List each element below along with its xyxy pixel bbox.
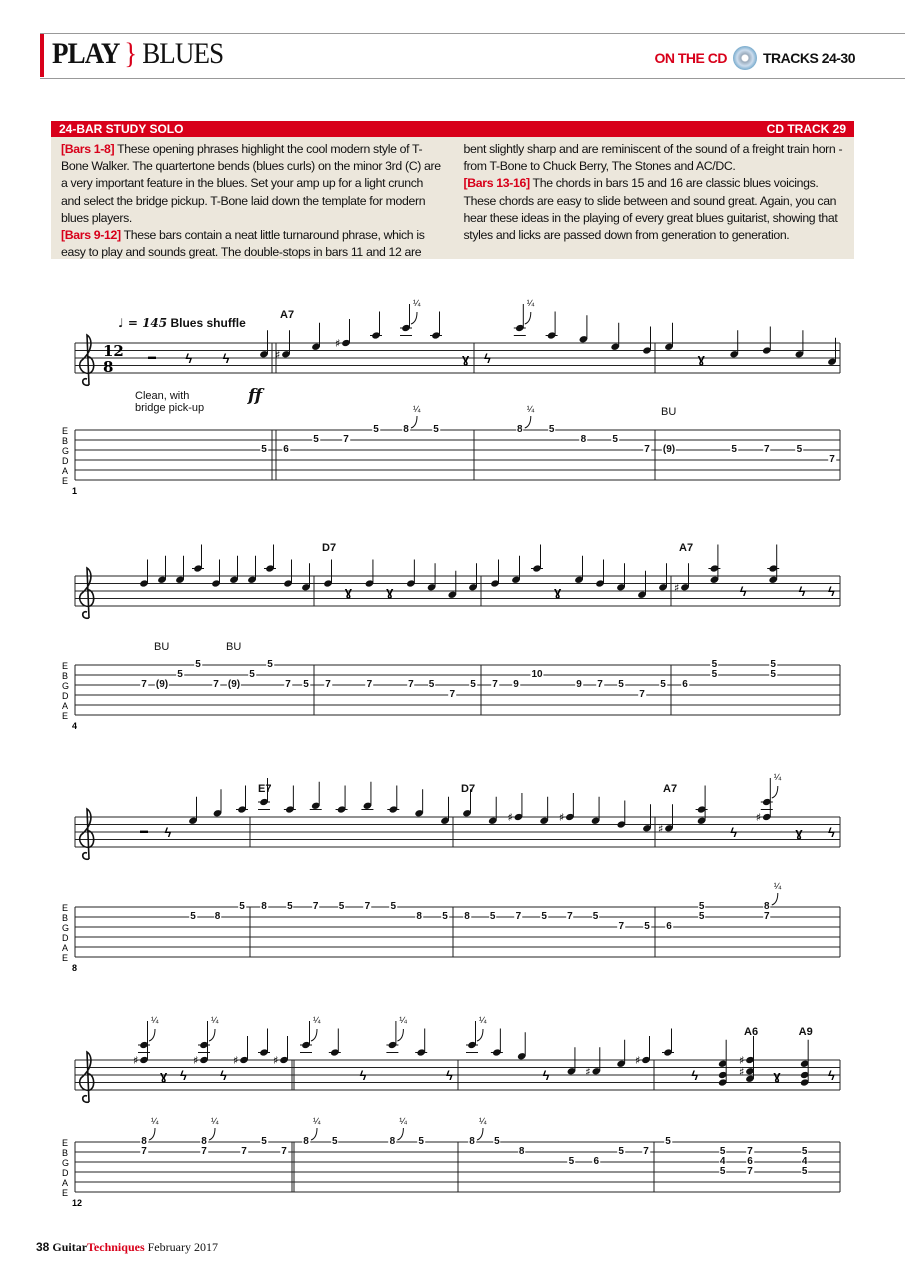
tab-fret-number: 7 (201, 1146, 207, 1157)
rest-icon: ɣ (773, 1068, 781, 1083)
bend-up-label: BU (661, 406, 677, 418)
tab-fret-number: 9 (513, 679, 519, 690)
sharp-icon: ♯ (507, 811, 513, 824)
bend-amount: ¼ (479, 1015, 487, 1025)
tab-string-label: E (62, 903, 69, 913)
tab-fret-number: 5 (489, 911, 496, 922)
tab-string-label: A (62, 466, 69, 476)
tab-fret-number: 5 (338, 901, 345, 912)
tab-fret-number: 5 (698, 901, 705, 912)
sharp-icon: ♯ (335, 337, 341, 350)
tab-fret-number: 8 (464, 911, 470, 922)
tab-fret-number: 8 (389, 1136, 396, 1147)
tracks-label: TRACKS 24-30 (762, 50, 855, 66)
rest-icon: ϟ (739, 584, 747, 599)
time-signature-bottom: 8 (103, 358, 114, 376)
tab-fret-number: 5 (541, 911, 547, 922)
chord-symbol: A6 (744, 1026, 759, 1038)
tab-string-label: A (62, 1178, 69, 1188)
separator: } (124, 37, 137, 70)
rest-icon: ɣ (795, 825, 803, 840)
sharp-icon: ♯ (275, 348, 281, 362)
tab-fret-number: 8 (518, 1146, 525, 1157)
tab-fret-number: 5 (796, 444, 803, 455)
bend-amount: ¼ (399, 1015, 407, 1025)
tab-fret-number: 7 (747, 1166, 753, 1177)
tab-bend-amount: ¼ (526, 404, 535, 414)
tab-fret-number: 7 (141, 1146, 147, 1157)
magazine-name (52, 1240, 144, 1254)
tab-fret-number: 5 (442, 911, 448, 922)
tab-fret-number: 5 (195, 659, 201, 670)
issue-date: February 2017 (147, 1240, 218, 1254)
tab-fret-number: 8 (517, 424, 523, 435)
bend-arrow-icon (149, 1029, 155, 1041)
tab-fret-number: 5 (303, 679, 309, 690)
tab-fret-number: 4 (801, 1156, 808, 1167)
tab-fret-number: 7 (241, 1146, 247, 1157)
tab-fret-number: 5 (770, 669, 776, 680)
box-title: 24-BAR STUDY SOLO (59, 122, 184, 136)
tab-fret-number: 4 (719, 1156, 726, 1167)
tab-fret-number: (9) (662, 444, 676, 455)
rest-icon: ϟ (185, 351, 193, 366)
tab-fret-number: 5 (313, 434, 319, 445)
tab-string-label: B (62, 671, 69, 681)
tab-fret-number: 8 (214, 911, 221, 922)
bend-up-label: BU (154, 641, 170, 653)
rest-icon: ϟ (542, 1068, 550, 1083)
tab-fret-number: 8 (580, 434, 587, 445)
tab-string-label: D (62, 1168, 69, 1178)
tab-fret-number: 7 (829, 454, 835, 465)
tab-string-label: A (62, 701, 69, 711)
tone-note-2: bridge pick-up (135, 402, 205, 414)
rest-icon: ϟ (164, 825, 172, 840)
tab-string-label: E (62, 1138, 69, 1148)
tab-fret-number: 7 (408, 679, 414, 690)
tab-fret-number: 6 (666, 921, 672, 932)
tab-fret-number: 5 (267, 659, 273, 670)
tab-fret-number: 5 (568, 1156, 575, 1167)
tab-fret-number: 9 (576, 679, 582, 690)
bend-amount: ¼ (151, 1015, 159, 1025)
tab-fret-number: 7 (644, 444, 650, 455)
tab-fret-number: 5 (719, 1166, 726, 1177)
tab-fret-number: 5 (719, 1146, 726, 1157)
tab-fret-number: 5 (261, 1136, 267, 1147)
tab-fret-number: 8 (303, 1136, 309, 1147)
tab-fret-number: 7 (639, 689, 645, 700)
bend-amount: ¼ (413, 298, 421, 308)
tab-fret-number: 6 (747, 1156, 753, 1167)
sharp-icon: ♯ (635, 1054, 641, 1067)
tab-fret-number: 7 (492, 679, 498, 690)
tab-string-label: E (62, 426, 69, 436)
rest-icon: ɣ (554, 584, 562, 599)
tab-fret-number: 8 (261, 901, 267, 912)
tab-fret-number: 8 (764, 901, 770, 912)
rest-icon: ϟ (730, 825, 738, 840)
tab-fret-number: 7 (281, 1146, 287, 1157)
tab-bend-arrow-icon (149, 1128, 155, 1140)
bend-arrow-icon (477, 1029, 483, 1041)
tab-string-label: B (62, 913, 69, 923)
tab-string-label: G (62, 681, 70, 691)
tab-string-label: E (62, 476, 69, 486)
tab-fret-number: 5 (644, 921, 650, 932)
rest-icon: ϟ (828, 1068, 835, 1083)
tab-fret-number: 7 (567, 911, 573, 922)
tab-fret-number: 8 (469, 1136, 475, 1147)
rest-icon: ▬ (140, 826, 148, 835)
sharp-icon: ♯ (585, 1065, 591, 1079)
tab-bend-arrow-icon (772, 893, 778, 905)
sharp-icon: ♯ (558, 811, 565, 824)
bend-arrow-icon (525, 312, 531, 324)
tab-fret-number: 7 (515, 911, 522, 922)
rest-icon: ϟ (484, 351, 491, 366)
tab-fret-number: 6 (593, 1156, 600, 1167)
tab-fret-number: 5 (332, 1136, 338, 1147)
bar-number: 1 (72, 486, 78, 496)
tab-fret-number: 5 (711, 669, 718, 680)
rest-icon: ▬ (148, 352, 156, 361)
on-cd-label: ON THE CD (654, 50, 727, 66)
tab-fret-number: 5 (373, 424, 379, 435)
paragraph-text: These bars contain a neat little turnaround phrase, which is easy to play and sounds great. The double-stops in bars 11 and 12 are (61, 228, 425, 260)
tab-fret-number: 7 (597, 679, 603, 690)
tab-string-label: E (62, 711, 69, 721)
tab-string-label: B (62, 1148, 69, 1158)
tone-note: Clean, with (135, 390, 190, 402)
bend-up-label: BU (226, 641, 242, 653)
rest-icon: ɣ (344, 584, 352, 599)
tab-string-label: E (62, 1188, 69, 1198)
sharp-icon: ♯ (133, 1054, 139, 1067)
tab-fret-number: 7 (366, 679, 373, 690)
topic-label: BLUES (142, 37, 224, 70)
rest-icon: ɣ (160, 1068, 168, 1083)
bar-number: 12 (72, 1198, 83, 1208)
tab-fret-number: 5 (249, 669, 255, 680)
paragraph-text: These opening phrases highlight the cool modern style of T-Bone Walker. The quartertone bends (blues curls) on the minor 3rd (C) are a very important feature in the blues. Set your amp up for a light crunch and select the bridge pickup. T-Bone laid down the template for modern blues players. (61, 142, 441, 225)
tab-string-label: A (62, 943, 69, 953)
page-number: 38 (36, 1240, 50, 1254)
tab-fret-number: 5 (287, 901, 293, 912)
sharp-icon: ♯ (739, 1065, 745, 1079)
tab-fret-number: 7 (764, 444, 770, 455)
chord-symbol: D7 (461, 783, 476, 795)
tab-string-label: D (62, 933, 69, 943)
tab-bend-amount: ¼ (151, 1116, 159, 1126)
tab-fret-number: (9) (227, 679, 241, 690)
tab-fret-number: 5 (418, 1136, 424, 1147)
tab-string-label: D (62, 691, 69, 701)
rest-icon: ϟ (691, 1068, 699, 1083)
rest-icon: ϟ (220, 1068, 227, 1083)
rest-icon: ϟ (180, 1068, 187, 1083)
tab-fret-number: 5 (711, 659, 718, 670)
bend-arrow-icon (397, 1029, 403, 1041)
tab-string-label: E (62, 953, 69, 963)
tab-fret-number: 7 (747, 1146, 753, 1157)
tab-fret-number: 5 (698, 911, 705, 922)
tab-fret-number: 7 (213, 679, 219, 690)
tab-fret-number: 5 (618, 679, 624, 690)
tab-fret-number: (9) (155, 679, 169, 690)
section-label: PLAY (52, 37, 119, 70)
bars-tag: [Bars 9-12] (61, 228, 121, 243)
tab-fret-number: 5 (660, 679, 666, 690)
bend-amount: ¼ (211, 1015, 219, 1025)
style-label: Blues shuffle (170, 316, 246, 330)
rest-icon: ɣ (697, 351, 705, 366)
tab-fret-number: 5 (731, 444, 737, 455)
tab-fret-number: 5 (261, 444, 267, 455)
tab-fret-number: 8 (141, 1136, 147, 1147)
paragraph-text: bent slightly sharp and are reminiscent of the sound of a freight train horn - from T-Bone to Chuck Berry, The Stones and AC/DC. (463, 142, 843, 174)
tab-fret-number: 5 (428, 679, 435, 690)
tab-fret-number: 5 (390, 901, 397, 912)
tab-fret-number: 5 (665, 1136, 671, 1147)
rest-icon: ϟ (828, 584, 835, 599)
tab-fret-number: 7 (285, 679, 291, 690)
tab-fret-number: 5 (494, 1136, 500, 1147)
rest-icon: ϟ (359, 1068, 367, 1083)
bend-arrow-icon (772, 786, 778, 798)
tab-fret-number: 5 (190, 911, 196, 922)
tab-string-label: G (62, 446, 70, 456)
tab-fret-number: 7 (364, 901, 371, 912)
tempo-value: ♩ = 145 (118, 316, 168, 330)
sharp-icon: ♯ (273, 1054, 279, 1067)
tab-fret-number: 5 (592, 911, 599, 922)
tab-fret-number: 5 (612, 434, 618, 445)
tab-bend-arrow-icon (209, 1128, 215, 1140)
tab-fret-number: 7 (312, 901, 319, 912)
tab-bend-arrow-icon (525, 416, 531, 428)
chord-symbol: A7 (679, 542, 694, 554)
tab-fret-number: 7 (764, 911, 770, 922)
tab-fret-number: 6 (283, 444, 289, 455)
tab-string-label: B (62, 436, 69, 446)
magazine-name-2: Techniques (87, 1240, 145, 1254)
chord-symbol: D7 (322, 542, 337, 554)
tab-string-label: G (62, 923, 70, 933)
tab-fret-number: 8 (403, 424, 409, 435)
sharp-icon: ♯ (739, 1054, 745, 1067)
tab-fret-number: 5 (801, 1166, 808, 1177)
tab-string-label: G (62, 1158, 70, 1168)
tab-fret-number: 6 (682, 679, 688, 690)
tab-fret-number: 7 (325, 679, 331, 690)
rest-icon: ɣ (462, 351, 470, 366)
tab-fret-number: 10 (531, 669, 543, 680)
sharp-icon: ♯ (755, 811, 762, 824)
chord-symbol: A7 (663, 783, 678, 795)
tab-fret-number: 7 (343, 434, 349, 445)
sharp-icon: ♯ (193, 1054, 199, 1067)
paragraph-text: The chords in bars 15 and 16 are classic blues voicings. These chords are easy to slide between and sound great. Again, you can hear these ideas in the playing of every great blues guitarist, showing that styles and licks are passed down from generation to generation. (463, 176, 838, 243)
tab-bend-amount: ¼ (479, 1116, 487, 1126)
bars-tag: [Bars 13-16] (463, 176, 530, 191)
tab-string-label: D (62, 456, 69, 466)
bend-arrow-icon (411, 312, 417, 324)
tab-bend-amount: ¼ (313, 1116, 321, 1126)
tab-fret-number: 8 (416, 911, 422, 922)
tab-bend-amount: ¼ (399, 1116, 407, 1126)
tab-bend-arrow-icon (397, 1128, 403, 1140)
chord-symbol: E7 (258, 783, 272, 795)
tab-bend-arrow-icon (311, 1128, 317, 1140)
tab-bend-amount: ¼ (773, 881, 782, 891)
tab-fret-number: 7 (141, 679, 147, 690)
tab-fret-number: 5 (470, 679, 476, 690)
tab-bend-amount: ¼ (413, 404, 421, 414)
tab-fret-number: 5 (618, 1146, 624, 1157)
tab-bend-arrow-icon (411, 416, 417, 428)
tab-fret-number: 5 (548, 424, 555, 435)
rest-icon: ϟ (446, 1068, 453, 1083)
bend-amount: ¼ (773, 772, 782, 782)
tab-fret-number: 8 (201, 1136, 207, 1147)
tab-fret-number: 5 (177, 669, 183, 680)
tab-fret-number: 7 (618, 921, 625, 932)
magazine-name-1: Guitar (52, 1240, 88, 1254)
tab-fret-number: 5 (770, 659, 776, 670)
rest-icon: ɣ (386, 584, 394, 599)
chord-symbol: A7 (280, 309, 295, 321)
dynamic-marking: ff (248, 386, 263, 406)
rest-icon: ϟ (798, 584, 806, 599)
bend-arrow-icon (209, 1029, 215, 1041)
bend-amount: ¼ (313, 1015, 321, 1025)
sharp-icon: ♯ (674, 581, 680, 595)
tab-bend-arrow-icon (477, 1128, 483, 1140)
tab-fret-number: 7 (449, 689, 456, 700)
bend-amount: ¼ (526, 298, 535, 308)
time-signature-top: 12 (103, 342, 124, 360)
tab-fret-number: 5 (801, 1146, 808, 1157)
box-track: CD TRACK 29 (766, 122, 846, 136)
rest-icon: ϟ (222, 351, 230, 366)
sharp-icon: ♯ (658, 822, 664, 836)
tab-fret-number: 5 (433, 424, 439, 435)
bars-tag: [Bars 1-8] (61, 142, 115, 156)
tab-string-label: E (62, 661, 69, 671)
sharp-icon: ♯ (233, 1054, 239, 1067)
tab-fret-number: 7 (643, 1146, 649, 1157)
tab-bend-amount: ¼ (211, 1116, 219, 1126)
footer (36, 1240, 218, 1255)
bar-number: 8 (72, 963, 78, 973)
bar-number: 4 (72, 721, 78, 731)
chord-symbol: A9 (798, 1026, 813, 1038)
bend-arrow-icon (311, 1029, 317, 1041)
rest-icon: ϟ (828, 825, 835, 840)
tab-fret-number: 5 (239, 901, 245, 912)
